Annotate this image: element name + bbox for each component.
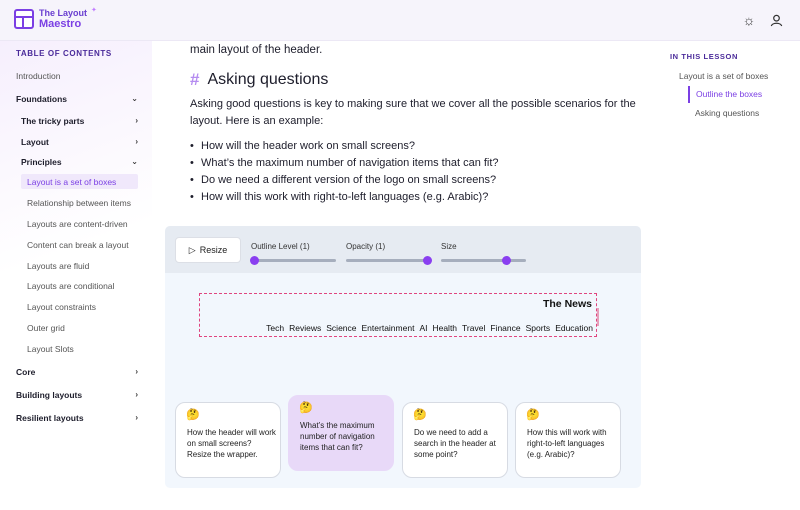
card-text: What’s the maximum number of navigation items that can fit? — [300, 421, 375, 452]
thinking-face-icon: 🤔 — [186, 409, 200, 421]
lesson-link-outline[interactable]: Outline the boxes — [688, 86, 762, 103]
question-card[interactable] — [175, 402, 281, 478]
logo-line2: Maestro — [39, 18, 82, 30]
outline-level-slider[interactable] — [253, 259, 336, 262]
chevron-down-icon: ⌄ — [131, 157, 138, 166]
size-label: Size — [441, 242, 457, 251]
nav-link[interactable]: Education — [555, 323, 593, 333]
resize-button[interactable]: ▷ Resize — [175, 237, 241, 263]
slider-thumb[interactable] — [502, 256, 511, 265]
sparkle-icon: ✦ — [91, 7, 97, 14]
chevron-right-icon: › — [135, 116, 138, 125]
sidebar-item-layout[interactable]: Layout › — [21, 136, 138, 147]
sidebar-item-conditional[interactable]: Layouts are conditional — [27, 280, 115, 291]
lesson-link-questions[interactable]: Asking questions — [695, 108, 760, 118]
thinking-face-icon: 🤔 — [526, 409, 540, 421]
sidebar-item-introduction[interactable]: Introduction — [16, 70, 61, 81]
top-bar — [0, 0, 800, 41]
chevron-right-icon: › — [135, 413, 138, 422]
sidebar-item-slots[interactable]: Layout Slots — [27, 343, 74, 354]
nav-link[interactable]: Entertainment — [361, 323, 415, 333]
sidebar-item-layout-boxes[interactable]: Layout is a set of boxes — [21, 174, 138, 189]
slider-thumb[interactable] — [250, 256, 259, 265]
thinking-face-icon: 🤔 — [299, 402, 313, 414]
thinking-face-icon: 🤔 — [413, 409, 427, 421]
lesson-toc-title: IN THIS LESSON — [670, 52, 738, 61]
outline-level-label: Outline Level (1) — [251, 242, 310, 251]
sidebar-item-foundations[interactable]: Foundations ⌄ — [16, 93, 138, 104]
question-card[interactable] — [402, 402, 508, 478]
size-slider[interactable] — [441, 259, 526, 262]
question-card-highlighted[interactable] — [288, 395, 394, 471]
card-text: How this will work with right-to-left languages (e.g. Arabic)? — [527, 428, 607, 459]
card-text: How the header will work on small screens? Resize the wrapper. — [187, 428, 276, 459]
sidebar-item-principles[interactable]: Principles ⌄ — [21, 156, 138, 167]
nav-link[interactable]: Science — [326, 323, 357, 333]
demo-panel — [165, 226, 641, 488]
chevron-right-icon: › — [135, 137, 138, 146]
sidebar-item-relationship[interactable]: Relationship between items — [27, 197, 131, 208]
opacity-slider[interactable] — [346, 259, 430, 262]
logo-line1: The Layout — [39, 8, 88, 18]
sidebar-item-resilient[interactable]: Resilient layouts › — [16, 412, 138, 423]
sidebar-item-content-break[interactable]: Content can break a layout — [27, 239, 129, 250]
hash-icon[interactable]: # — [190, 70, 200, 89]
section-paragraph: Asking good questions is key to making sure that we cover all the possible scenarios for the layout. Here is an example: — [190, 98, 636, 127]
nav-link[interactable]: Finance — [490, 323, 521, 333]
sidebar-item-content-driven[interactable]: Layouts are content-driven — [27, 218, 128, 229]
lesson-link-boxes[interactable]: Layout is a set of boxes — [679, 71, 769, 81]
logo[interactable] — [14, 7, 97, 30]
news-logo: The News — [542, 298, 592, 310]
sidebar-item-core[interactable]: Core › — [16, 366, 138, 377]
intro-line: main layout of the header. — [190, 44, 323, 56]
question-card[interactable] — [515, 402, 621, 478]
play-icon: ▷ — [188, 244, 196, 255]
logo-icon — [14, 9, 34, 29]
card-text: Do we need to add a search in the header at some point? — [414, 428, 496, 459]
section-heading: # Asking questions — [190, 70, 329, 89]
list-item: • Do we need a different version of the logo on small screens? — [190, 172, 640, 189]
chevron-down-icon: ⌄ — [131, 94, 138, 103]
resize-handle[interactable] — [597, 308, 599, 326]
list-item: • How will the header work on small screens? — [190, 138, 640, 155]
slider-thumb[interactable] — [423, 256, 432, 265]
sidebar-item-building[interactable]: Building layouts › — [16, 389, 138, 400]
nav-link[interactable]: Health — [432, 323, 458, 333]
demo-controls — [165, 226, 641, 273]
sun-icon[interactable]: ☼ — [742, 12, 756, 28]
sidebar-item-fluid[interactable]: Layouts are fluid — [27, 260, 90, 271]
user-icon[interactable] — [767, 11, 785, 29]
opacity-label: Opacity (1) — [346, 242, 386, 251]
chevron-right-icon: › — [135, 390, 138, 399]
nav-link[interactable]: AI — [419, 323, 428, 333]
sidebar — [0, 41, 152, 510]
news-header-wrapper[interactable] — [199, 293, 597, 337]
sidebar-item-outer-grid[interactable]: Outer grid — [27, 322, 65, 333]
news-nav — [261, 323, 593, 333]
sidebar-item-tricky-parts[interactable]: The tricky parts › — [21, 115, 138, 126]
toc-title: TABLE OF CONTENTS — [16, 49, 112, 58]
nav-link[interactable]: Sports — [525, 323, 551, 333]
chevron-right-icon: › — [135, 367, 138, 376]
nav-link[interactable]: Tech — [266, 323, 285, 333]
sidebar-item-constraints[interactable]: Layout constraints — [27, 301, 96, 312]
list-item: • What’s the maximum number of navigation items that can fit? — [190, 155, 640, 172]
nav-link[interactable]: Reviews — [289, 323, 322, 333]
question-list — [190, 138, 640, 206]
list-item: • How will this work with right-to-left languages (e.g. Arabic)? — [190, 189, 640, 206]
nav-link[interactable]: Travel — [462, 323, 486, 333]
